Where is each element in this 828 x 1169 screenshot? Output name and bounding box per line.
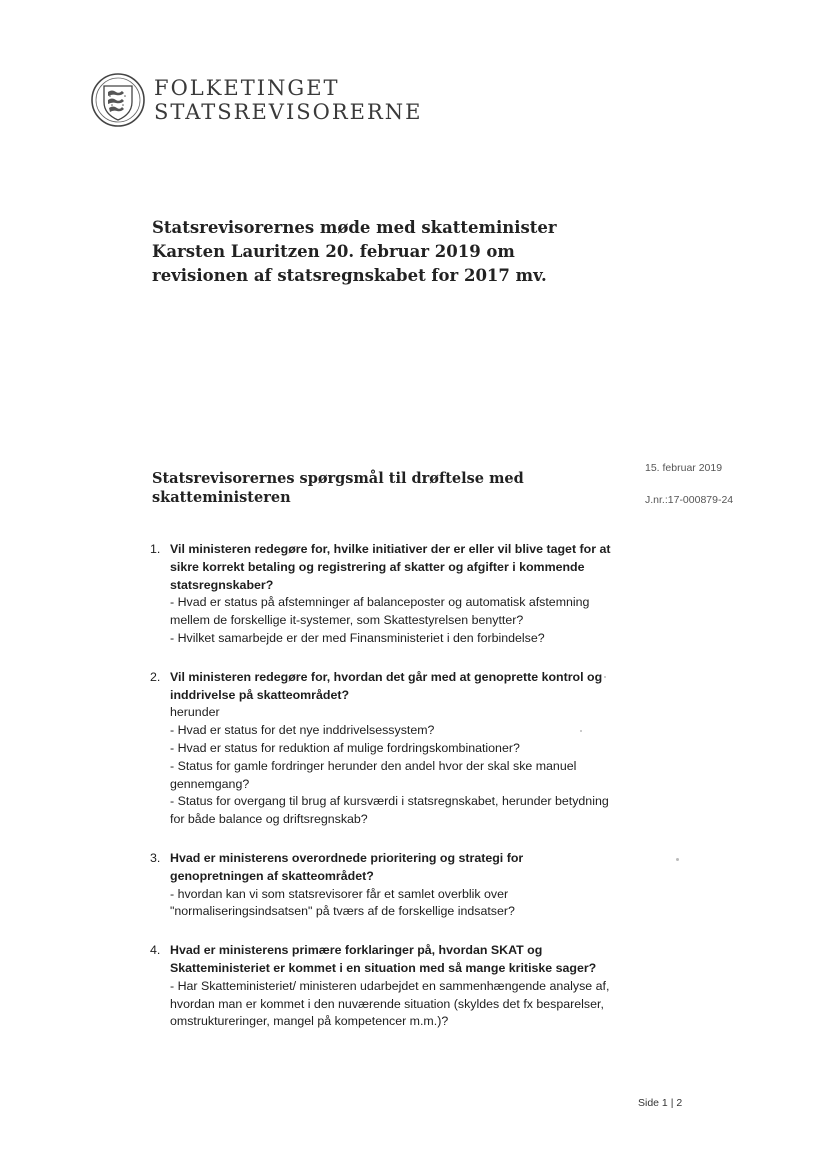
question-item bbox=[150, 942, 620, 1031]
question-text: Hvad er ministerens overordnede prioritering og strategi for genopretningen af skatteområdet? bbox=[170, 850, 524, 883]
question-subpoint: - Status for gamle fordringer herunder den andel hvor der skal ske manuel gennemgang? bbox=[170, 758, 577, 791]
question-subpoint: - Hvad er status for reduktion af mulige fordringskombinationer? bbox=[170, 740, 520, 755]
question-subpoint: - Har Skatteministeriet/ ministeren udarbejdet en sammenhængende analyse af, hvordan man er kommet i den nuværende situation (skyldes det fx besparelser, omstruktureringer, mangel på kompetencer m.m.)? bbox=[170, 978, 610, 1029]
question-number: 2. bbox=[150, 669, 161, 684]
scan-speck bbox=[676, 858, 679, 861]
question-text: Vil ministeren redegøre for, hvordan det går med at genoprette kontrol og inddrivelse på skatteområdet? bbox=[170, 669, 603, 702]
question-text: Hvad er ministerens primære forklaringer på, hvordan SKAT og Skatteministeriet er kommet i en situation med så mange kritiske sager? bbox=[170, 943, 597, 975]
page-number: Side 1 | 2 bbox=[638, 1097, 683, 1109]
org-line-2: STATSREVISORERNE bbox=[154, 100, 423, 124]
document-date: 15. februar 2019 bbox=[645, 462, 723, 474]
question-subpoint: - Hvad er status på afstemninger af balanceposter og automatisk afstemning mellem de forskellige it-systemer, som Skattestyrelsen benytter? bbox=[170, 595, 590, 628]
journal-number: J.nr.:17-000879-24 bbox=[645, 494, 734, 506]
header-logo bbox=[90, 72, 423, 128]
question-subpoint: herunder bbox=[170, 705, 220, 720]
question-number: 3. bbox=[150, 850, 161, 865]
org-line-1: FOLKETINGET bbox=[154, 76, 340, 100]
question-item bbox=[150, 541, 620, 648]
lions-seal-icon bbox=[90, 72, 146, 128]
question-list bbox=[150, 541, 620, 1052]
section-title: Statsrevisorernes spørgsmål til drøftelse med skatteministeren bbox=[152, 470, 524, 506]
question-subpoint: - Hvilket samarbejde er der med Finansministeriet i den forbindelse? bbox=[170, 630, 545, 645]
question-item bbox=[150, 850, 620, 921]
question-item bbox=[150, 669, 620, 829]
question-subpoint: - hvordan kan vi som statsrevisorer får et samlet overblik over "normaliseringsindsatsen" på tværs af de forskellige indsatser? bbox=[170, 886, 515, 919]
document-title: Statsrevisorernes møde med skatteminister Karsten Lauritzen 20. februar 2019 om revisionen af statsregnskabet for 2017 mv. bbox=[152, 218, 557, 285]
organization-name bbox=[154, 76, 423, 124]
question-text: Vil ministeren redegøre for, hvilke initiativer der er eller vil blive taget for at sikre korrekt betaling og registrering af skatter og afgifter i kommende statsregnskaber? bbox=[170, 542, 611, 592]
scan-speck bbox=[580, 730, 582, 732]
question-subpoint: - Hvad er status for det nye inddrivelsessystem? bbox=[170, 723, 435, 738]
scan-speck bbox=[604, 676, 606, 678]
question-subpoint: - Status for overgang til brug af kursværdi i statsregnskabet, herunder betydning for både balance og driftsregnskab? bbox=[170, 794, 609, 827]
question-number: 1. bbox=[150, 542, 161, 556]
question-number: 4. bbox=[150, 943, 161, 958]
